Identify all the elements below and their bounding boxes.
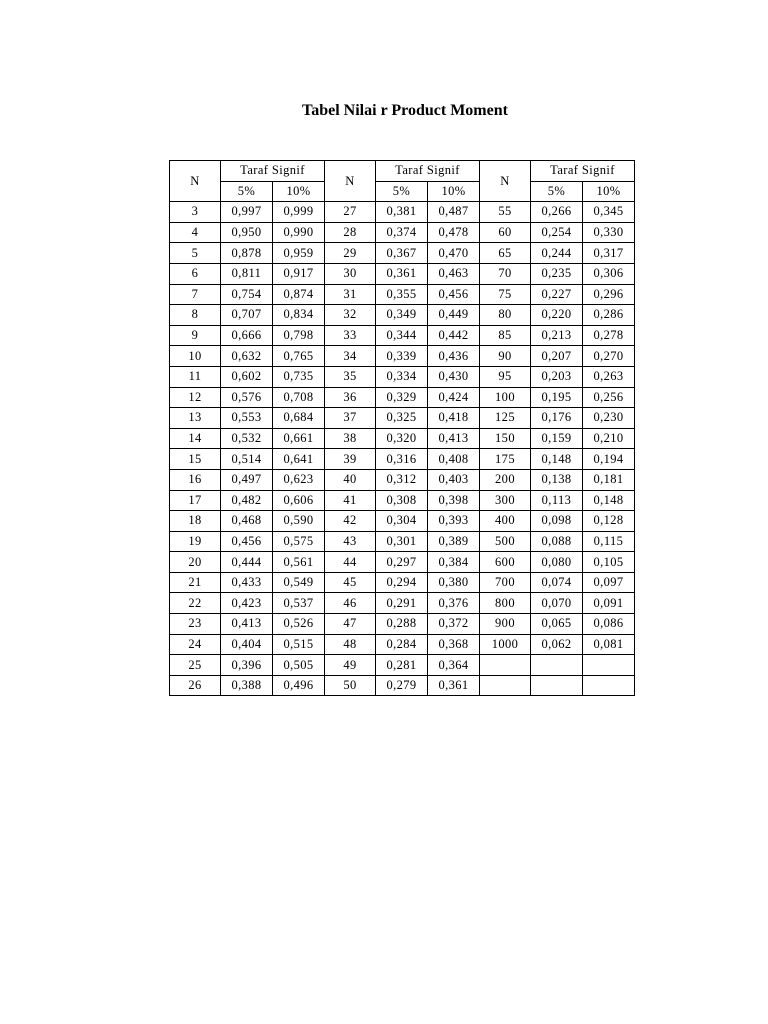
cell-5-percent: 0,334: [376, 366, 428, 387]
cell-5-percent: 0,456: [221, 531, 273, 552]
cell-n: [480, 655, 531, 676]
cell-n: 12: [170, 387, 221, 408]
table-row: [170, 222, 635, 243]
table-row: [170, 552, 635, 573]
cell-n: 700: [480, 572, 531, 593]
cell-n: 25: [170, 655, 221, 676]
table-row: [170, 634, 635, 655]
cell-n: 43: [325, 531, 376, 552]
cell-10-percent: 0,330: [583, 222, 635, 243]
cell-5-percent: 0,444: [221, 552, 273, 573]
cell-10-percent: [583, 675, 635, 696]
cell-n: 900: [480, 614, 531, 635]
cell-10-percent: 0,470: [428, 243, 480, 264]
cell-10-percent: 0,372: [428, 614, 480, 635]
cell-n: 29: [325, 243, 376, 264]
table-row: [170, 387, 635, 408]
cell-5-percent: 0,138: [531, 469, 583, 490]
cell-n: 19: [170, 531, 221, 552]
cell-n: 125: [480, 408, 531, 429]
cell-5-percent: 0,413: [221, 614, 273, 635]
table-row: [170, 325, 635, 346]
cell-5-percent: 0,159: [531, 428, 583, 449]
table-row: [170, 243, 635, 264]
cell-n: 21: [170, 572, 221, 593]
cell-n: 4: [170, 222, 221, 243]
cell-5-percent: 0,074: [531, 572, 583, 593]
header-10-percent: 10%: [273, 181, 325, 202]
cell-5-percent: 0,602: [221, 366, 273, 387]
cell-10-percent: 0,874: [273, 284, 325, 305]
cell-5-percent: 0,113: [531, 490, 583, 511]
cell-n: 24: [170, 634, 221, 655]
cell-5-percent: 0,244: [531, 243, 583, 264]
cell-10-percent: 0,097: [583, 572, 635, 593]
cell-n: [480, 675, 531, 696]
header-row-bottom: [170, 181, 635, 202]
header-5-percent: 5%: [376, 181, 428, 202]
cell-n: 3: [170, 202, 221, 223]
cell-10-percent: 0,408: [428, 449, 480, 470]
cell-10-percent: 0,606: [273, 490, 325, 511]
cell-n: 11: [170, 366, 221, 387]
header-taraf-signif: Taraf Signif: [531, 161, 635, 182]
cell-5-percent: 0,339: [376, 346, 428, 367]
cell-10-percent: 0,263: [583, 366, 635, 387]
cell-n: 13: [170, 408, 221, 429]
cell-10-percent: 0,463: [428, 263, 480, 284]
cell-5-percent: 0,148: [531, 449, 583, 470]
cell-5-percent: 0,266: [531, 202, 583, 223]
cell-5-percent: 0,304: [376, 511, 428, 532]
cell-5-percent: 0,754: [221, 284, 273, 305]
table-row: [170, 263, 635, 284]
header-n: N: [170, 161, 221, 202]
cell-5-percent: 0,329: [376, 387, 428, 408]
cell-5-percent: 0,308: [376, 490, 428, 511]
cell-n: 18: [170, 511, 221, 532]
cell-10-percent: 0,380: [428, 572, 480, 593]
table-row: [170, 449, 635, 470]
cell-10-percent: 0,278: [583, 325, 635, 346]
cell-n: 800: [480, 593, 531, 614]
cell-10-percent: 0,442: [428, 325, 480, 346]
cell-5-percent: 0,080: [531, 552, 583, 573]
cell-5-percent: 0,997: [221, 202, 273, 223]
cell-n: 27: [325, 202, 376, 223]
table-row: [170, 469, 635, 490]
cell-5-percent: 0,367: [376, 243, 428, 264]
cell-5-percent: 0,297: [376, 552, 428, 573]
cell-5-percent: 0,433: [221, 572, 273, 593]
table-row: [170, 614, 635, 635]
cell-5-percent: 0,532: [221, 428, 273, 449]
cell-10-percent: 0,456: [428, 284, 480, 305]
cell-n: 150: [480, 428, 531, 449]
cell-5-percent: 0,312: [376, 469, 428, 490]
cell-10-percent: 0,549: [273, 572, 325, 593]
cell-5-percent: [531, 655, 583, 676]
cell-5-percent: 0,514: [221, 449, 273, 470]
header-n: N: [480, 161, 531, 202]
cell-n: 33: [325, 325, 376, 346]
cell-10-percent: 0,537: [273, 593, 325, 614]
cell-n: 22: [170, 593, 221, 614]
cell-10-percent: 0,091: [583, 593, 635, 614]
cell-10-percent: 0,641: [273, 449, 325, 470]
header-taraf-signif: Taraf Signif: [376, 161, 480, 182]
cell-5-percent: 0,098: [531, 511, 583, 532]
table-row: [170, 346, 635, 367]
header-5-percent: 5%: [531, 181, 583, 202]
cell-10-percent: 0,296: [583, 284, 635, 305]
cell-10-percent: 0,515: [273, 634, 325, 655]
cell-n: 17: [170, 490, 221, 511]
cell-n: 5: [170, 243, 221, 264]
table-body: [170, 202, 635, 696]
cell-n: 50: [325, 675, 376, 696]
cell-10-percent: 0,384: [428, 552, 480, 573]
cell-n: 70: [480, 263, 531, 284]
header-row-top: [170, 161, 635, 182]
cell-10-percent: 0,115: [583, 531, 635, 552]
table-row: [170, 675, 635, 696]
cell-5-percent: 0,088: [531, 531, 583, 552]
cell-n: 15: [170, 449, 221, 470]
cell-10-percent: 0,393: [428, 511, 480, 532]
cell-5-percent: 0,878: [221, 243, 273, 264]
cell-10-percent: 0,418: [428, 408, 480, 429]
cell-5-percent: 0,576: [221, 387, 273, 408]
cell-5-percent: 0,361: [376, 263, 428, 284]
cell-n: 500: [480, 531, 531, 552]
cell-10-percent: 0,487: [428, 202, 480, 223]
cell-5-percent: [531, 675, 583, 696]
cell-10-percent: 0,270: [583, 346, 635, 367]
cell-5-percent: 0,203: [531, 366, 583, 387]
cell-5-percent: 0,294: [376, 572, 428, 593]
cell-10-percent: 0,361: [428, 675, 480, 696]
cell-10-percent: 0,526: [273, 614, 325, 635]
cell-5-percent: 0,381: [376, 202, 428, 223]
cell-5-percent: 0,220: [531, 305, 583, 326]
cell-10-percent: 0,430: [428, 366, 480, 387]
cell-10-percent: 0,959: [273, 243, 325, 264]
table-row: [170, 305, 635, 326]
cell-10-percent: 0,449: [428, 305, 480, 326]
cell-10-percent: 0,345: [583, 202, 635, 223]
cell-n: 46: [325, 593, 376, 614]
cell-5-percent: 0,062: [531, 634, 583, 655]
cell-n: 8: [170, 305, 221, 326]
cell-5-percent: 0,316: [376, 449, 428, 470]
cell-10-percent: 0,256: [583, 387, 635, 408]
table-row: [170, 202, 635, 223]
cell-n: 32: [325, 305, 376, 326]
cell-n: 100: [480, 387, 531, 408]
cell-5-percent: 0,482: [221, 490, 273, 511]
cell-5-percent: 0,811: [221, 263, 273, 284]
cell-10-percent: 0,661: [273, 428, 325, 449]
table-row: [170, 655, 635, 676]
cell-10-percent: 0,086: [583, 614, 635, 635]
cell-5-percent: 0,176: [531, 408, 583, 429]
cell-n: 65: [480, 243, 531, 264]
cell-10-percent: 0,403: [428, 469, 480, 490]
cell-5-percent: 0,195: [531, 387, 583, 408]
table-row: [170, 490, 635, 511]
cell-n: 90: [480, 346, 531, 367]
cell-10-percent: 0,398: [428, 490, 480, 511]
cell-5-percent: 0,666: [221, 325, 273, 346]
cell-5-percent: 0,404: [221, 634, 273, 655]
cell-10-percent: 0,364: [428, 655, 480, 676]
table-row: [170, 428, 635, 449]
cell-5-percent: 0,207: [531, 346, 583, 367]
cell-5-percent: 0,423: [221, 593, 273, 614]
cell-10-percent: 0,081: [583, 634, 635, 655]
table-row: [170, 593, 635, 614]
cell-10-percent: 0,368: [428, 634, 480, 655]
cell-n: 14: [170, 428, 221, 449]
cell-n: 45: [325, 572, 376, 593]
cell-5-percent: 0,374: [376, 222, 428, 243]
cell-5-percent: 0,288: [376, 614, 428, 635]
cell-5-percent: 0,344: [376, 325, 428, 346]
cell-n: 95: [480, 366, 531, 387]
cell-n: 26: [170, 675, 221, 696]
cell-n: 30: [325, 263, 376, 284]
cell-10-percent: 0,194: [583, 449, 635, 470]
cell-n: 80: [480, 305, 531, 326]
cell-n: 75: [480, 284, 531, 305]
cell-n: 16: [170, 469, 221, 490]
header-5-percent: 5%: [221, 181, 273, 202]
table-row: [170, 511, 635, 532]
cell-10-percent: 0,389: [428, 531, 480, 552]
cell-n: 20: [170, 552, 221, 573]
cell-n: 23: [170, 614, 221, 635]
cell-10-percent: 0,990: [273, 222, 325, 243]
cell-10-percent: 0,436: [428, 346, 480, 367]
header-n: N: [325, 161, 376, 202]
cell-5-percent: 0,388: [221, 675, 273, 696]
cell-10-percent: 0,590: [273, 511, 325, 532]
cell-n: 60: [480, 222, 531, 243]
cell-5-percent: 0,468: [221, 511, 273, 532]
cell-10-percent: 0,834: [273, 305, 325, 326]
cell-5-percent: 0,070: [531, 593, 583, 614]
table-row: [170, 366, 635, 387]
cell-5-percent: 0,279: [376, 675, 428, 696]
cell-5-percent: 0,325: [376, 408, 428, 429]
table-row: [170, 531, 635, 552]
cell-n: 31: [325, 284, 376, 305]
cell-10-percent: 0,148: [583, 490, 635, 511]
cell-n: 300: [480, 490, 531, 511]
cell-5-percent: 0,349: [376, 305, 428, 326]
table-row: [170, 408, 635, 429]
cell-5-percent: 0,227: [531, 284, 583, 305]
cell-5-percent: 0,553: [221, 408, 273, 429]
cell-5-percent: 0,291: [376, 593, 428, 614]
cell-10-percent: 0,230: [583, 408, 635, 429]
r-product-moment-table: [169, 160, 635, 696]
cell-10-percent: 0,505: [273, 655, 325, 676]
cell-n: 47: [325, 614, 376, 635]
cell-10-percent: 0,317: [583, 243, 635, 264]
cell-5-percent: 0,396: [221, 655, 273, 676]
cell-n: 10: [170, 346, 221, 367]
header-10-percent: 10%: [428, 181, 480, 202]
header-10-percent: 10%: [583, 181, 635, 202]
cell-5-percent: 0,320: [376, 428, 428, 449]
cell-5-percent: 0,355: [376, 284, 428, 305]
cell-n: 39: [325, 449, 376, 470]
cell-n: 175: [480, 449, 531, 470]
cell-n: 7: [170, 284, 221, 305]
cell-10-percent: 0,413: [428, 428, 480, 449]
cell-5-percent: 0,254: [531, 222, 583, 243]
cell-10-percent: [583, 655, 635, 676]
cell-10-percent: 0,210: [583, 428, 635, 449]
cell-n: 600: [480, 552, 531, 573]
cell-n: 400: [480, 511, 531, 532]
header-taraf-signif: Taraf Signif: [221, 161, 325, 182]
cell-5-percent: 0,235: [531, 263, 583, 284]
cell-10-percent: 0,128: [583, 511, 635, 532]
cell-5-percent: 0,707: [221, 305, 273, 326]
cell-n: 1000: [480, 634, 531, 655]
cell-10-percent: 0,105: [583, 552, 635, 573]
cell-5-percent: 0,497: [221, 469, 273, 490]
cell-10-percent: 0,561: [273, 552, 325, 573]
cell-10-percent: 0,708: [273, 387, 325, 408]
cell-5-percent: 0,632: [221, 346, 273, 367]
cell-10-percent: 0,181: [583, 469, 635, 490]
cell-n: 41: [325, 490, 376, 511]
cell-n: 42: [325, 511, 376, 532]
cell-10-percent: 0,424: [428, 387, 480, 408]
cell-10-percent: 0,623: [273, 469, 325, 490]
cell-n: 6: [170, 263, 221, 284]
table-row: [170, 572, 635, 593]
cell-10-percent: 0,575: [273, 531, 325, 552]
cell-n: 9: [170, 325, 221, 346]
cell-n: 28: [325, 222, 376, 243]
cell-10-percent: 0,306: [583, 263, 635, 284]
cell-n: 200: [480, 469, 531, 490]
cell-5-percent: 0,065: [531, 614, 583, 635]
cell-n: 34: [325, 346, 376, 367]
cell-10-percent: 0,917: [273, 263, 325, 284]
cell-10-percent: 0,765: [273, 346, 325, 367]
cell-10-percent: 0,496: [273, 675, 325, 696]
cell-n: 44: [325, 552, 376, 573]
cell-n: 48: [325, 634, 376, 655]
cell-5-percent: 0,284: [376, 634, 428, 655]
cell-n: 38: [325, 428, 376, 449]
cell-n: 85: [480, 325, 531, 346]
cell-10-percent: 0,286: [583, 305, 635, 326]
cell-10-percent: 0,735: [273, 366, 325, 387]
cell-5-percent: 0,950: [221, 222, 273, 243]
cell-n: 40: [325, 469, 376, 490]
cell-10-percent: 0,798: [273, 325, 325, 346]
cell-n: 55: [480, 202, 531, 223]
cell-5-percent: 0,301: [376, 531, 428, 552]
cell-10-percent: 0,684: [273, 408, 325, 429]
cell-5-percent: 0,213: [531, 325, 583, 346]
cell-n: 49: [325, 655, 376, 676]
cell-5-percent: 0,281: [376, 655, 428, 676]
cell-n: 37: [325, 408, 376, 429]
cell-n: 35: [325, 366, 376, 387]
page-title: Tabel Nilai r Product Moment: [302, 102, 508, 119]
table-row: [170, 284, 635, 305]
cell-n: 36: [325, 387, 376, 408]
cell-10-percent: 0,478: [428, 222, 480, 243]
cell-10-percent: 0,999: [273, 202, 325, 223]
cell-10-percent: 0,376: [428, 593, 480, 614]
